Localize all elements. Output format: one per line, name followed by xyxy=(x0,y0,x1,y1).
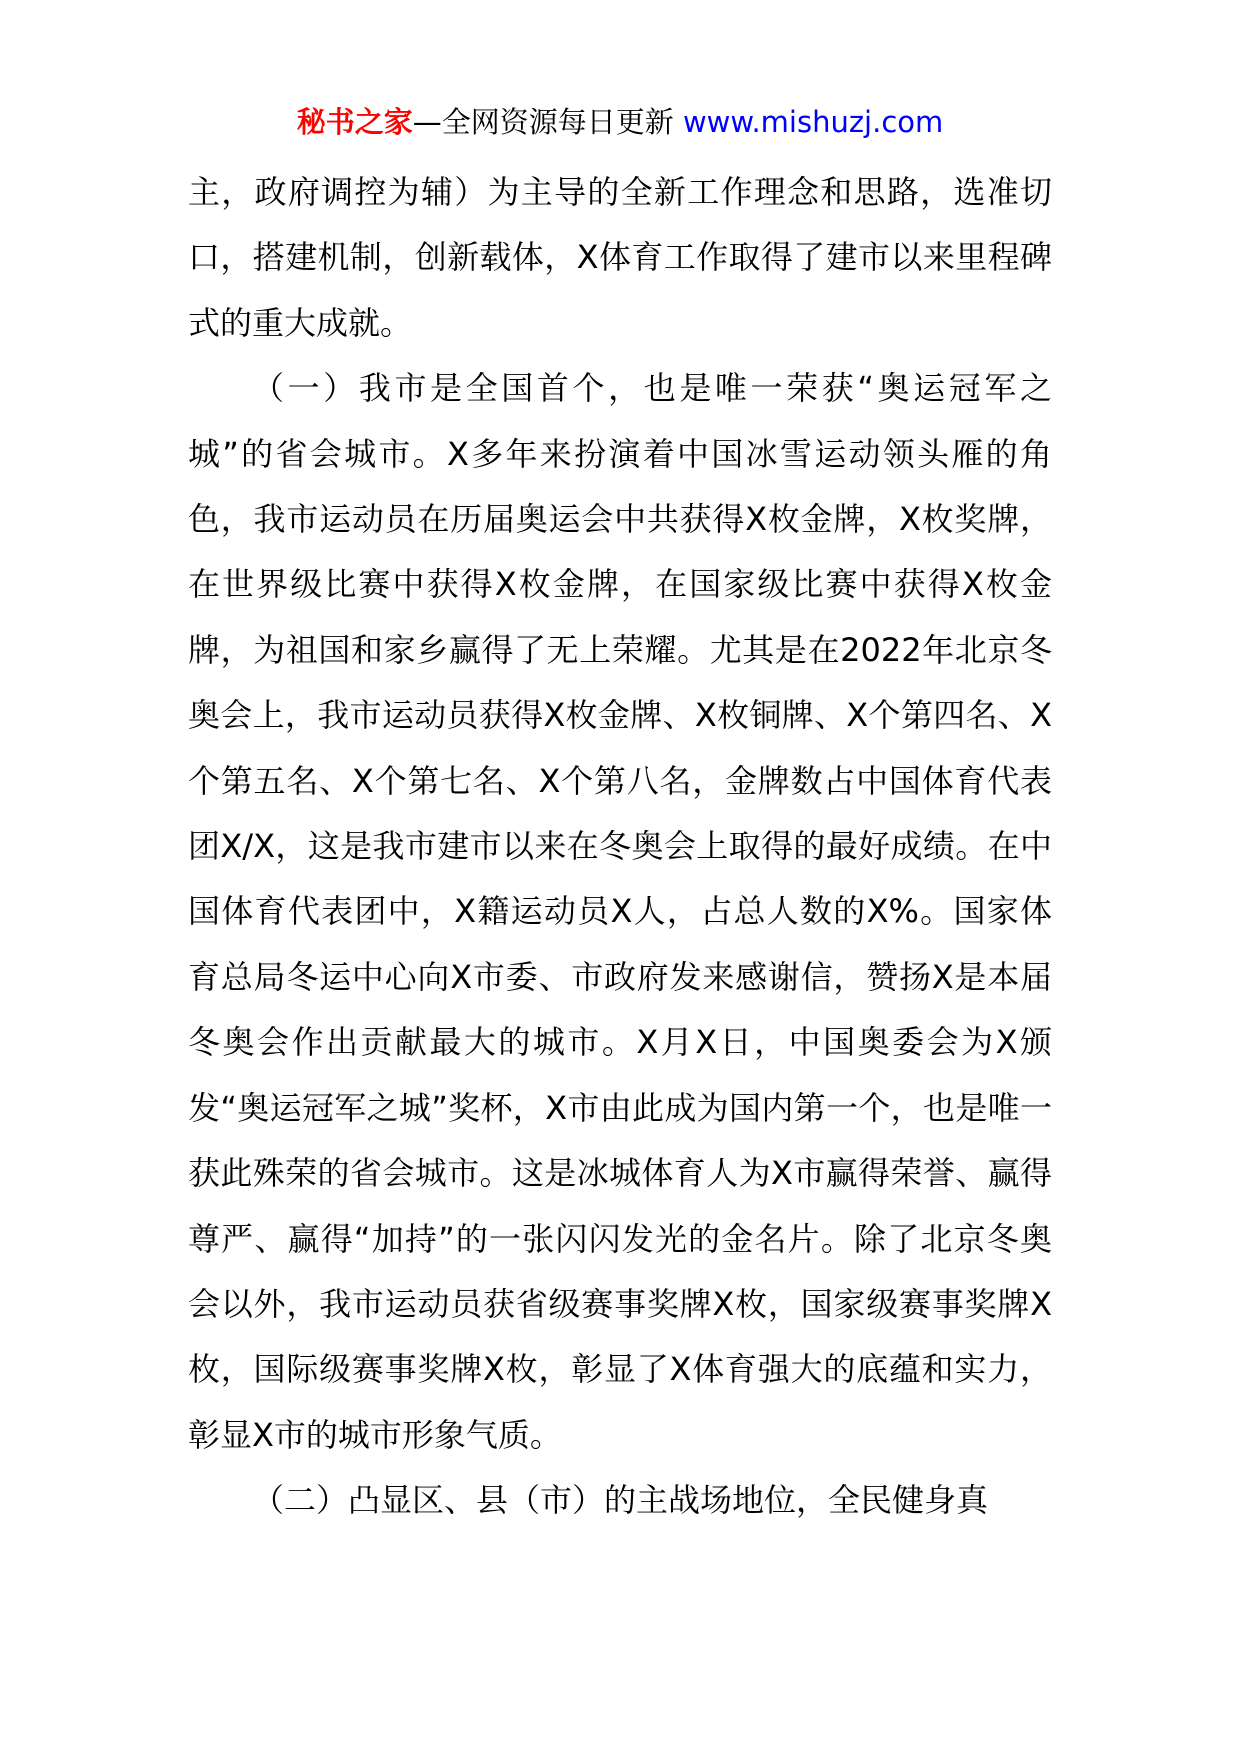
header-slogan: —全网资源每日更新 xyxy=(412,105,674,139)
header-url-link[interactable]: www.mishuzj.com xyxy=(682,105,944,139)
document-body xyxy=(188,160,1052,1534)
paragraph-section-one: （一）我市是全国首个，也是唯一荣获“奥运冠军之城”的省会城市。X多年来扮演着中国冰雪运动领头雁的角色，我市运动员在历届奥运会中共获得X枚金牌，X枚奖牌，在世界级比赛中获得X枚金牌，在国家级比赛中获得X枚金牌，为祖国和家乡赢得了无上荣耀。尤其是在2022年北京冬奥会上，我市运动员获得X枚金牌、X枚铜牌、X个第四名、X个第五名、X个第七名、X个第八名，金牌数占中国体育代表团X/X，这是我市建市以来在冬奥会上取得的最好成绩。在中国体育代表团中，X籍运动员X人，占总人数的X%。国家体育总局冬运中心向X市委、市政府发来感谢信，赞扬X是本届冬奥会作出贡献最大的城市。X月X日，中国奥委会为X颁发“奥运冠军之城”奖杯，X市由此成为国内第一个，也是唯一获此殊荣的省会城市。这是冰城体育人为X市赢得荣誉、赢得尊严、赢得“加持”的一张闪闪发光的金名片。除了北京冬奥会以外，我市运动员获省级赛事奖牌X枚，国家级赛事奖牌X枚，国际级赛事奖牌X枚，彰显了X体育强大的底蕴和实力，彰显X市的城市形象气质。 xyxy=(188,369,1052,1454)
paragraph-section-two: （二）凸显区、县（市）的主战场地位，全民健身真 xyxy=(252,1481,989,1520)
paragraph-continuation: 主，政府调控为辅）为主导的全新工作理念和思路，选准切口，搭建机制，创新载体，X体育工作取得了建市以来里程碑式的重大成就。 xyxy=(188,173,1052,342)
page-header xyxy=(0,100,1240,144)
header-brand: 秘书之家 xyxy=(296,105,413,139)
